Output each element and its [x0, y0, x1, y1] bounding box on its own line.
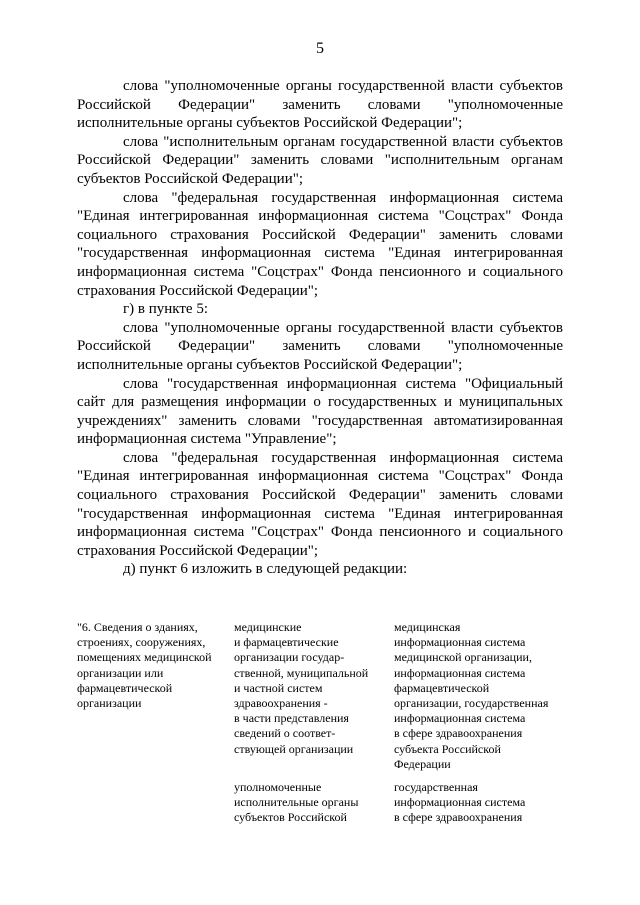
table-cell-row2-col2 [234, 780, 384, 826]
paragraph-3: слова "федеральная государственная информационная система "Единая интегрированная информационная система "Соцстрах" Фонда социального страхования Российской Федерации" заменить словами "государственная информационная система "Единая интегрированная информационная система "Соцстрах" Фонда пенсионного и социального страхования Российской Федерации"; [77, 189, 563, 299]
table-cell-row1-col1 [77, 620, 229, 711]
cell-line: и частной систем [234, 680, 323, 695]
cell-line: организации или [77, 665, 164, 680]
cell-line: информационная система [394, 635, 526, 650]
page-number: 5 [316, 40, 324, 57]
table-cell-row2-col3 [394, 780, 564, 826]
paragraph-6: слова "государственная информационная система "Официальный сайт для размещения информации о государственных и муниципальных учреждениях" заменить словами "государственная автоматизированная информационная система "Управление"; [77, 375, 563, 448]
cell-line: Федерации [394, 756, 451, 771]
cell-line: субъектов Российской [234, 810, 347, 825]
cell-line: строениях, сооружениях, [77, 635, 206, 650]
cell-line: медицинские [234, 620, 302, 634]
cell-line: организации [77, 696, 142, 711]
cell-line: субъекта Российской [394, 741, 501, 756]
cell-line: медицинской организации, [394, 650, 532, 665]
cell-line: фармацевтической [394, 680, 490, 695]
cell-line: в сфере здравоохранения [394, 810, 523, 825]
cell-line: ствующей организации [234, 741, 354, 756]
paragraph-4: г) в пункте 5: [123, 301, 209, 318]
cell-line: и фармацевтические [234, 635, 339, 650]
cell-line: здравоохранения - [234, 696, 328, 711]
cell-line: в части представления [234, 711, 349, 726]
paragraph-2: слова "исполнительным органам государственной власти субъектов Российской Федерации" заменить словами "исполнительным органам субъектов Российской Федерации"; [77, 133, 563, 187]
cell-line: государственная [394, 780, 478, 794]
cell-line: организации государ- [234, 650, 345, 665]
cell-line: ственной, муниципальной [234, 665, 369, 680]
paragraph-1: слова "уполномоченные органы государственной власти субъектов Российской Федерации" заменить словами "уполномоченные исполнительные органы субъектов Российской Федерации"; [77, 78, 563, 132]
table-cell-row1-col3 [394, 620, 564, 772]
cell-line: медицинская [394, 620, 461, 634]
cell-line: исполнительные органы [234, 795, 359, 810]
table-cell-row1-col2 [234, 620, 384, 757]
cell-line: помещениях медицинской [77, 650, 212, 665]
paragraph-8: д) пункт 6 изложить в следующей редакции: [123, 561, 408, 578]
cell-line: информационная система [394, 795, 526, 810]
cell-line: сведений о соответ- [234, 726, 336, 741]
cell-line: в сфере здравоохранения [394, 726, 523, 741]
cell-line: фармацевтической [77, 680, 173, 695]
cell-line: организации, государственная [394, 696, 549, 711]
cell-line: информационная система [394, 665, 526, 680]
cell-line: информационная система [394, 711, 526, 726]
paragraph-5: слова "уполномоченные органы государственной власти субъектов Российской Федерации" заменить словами "уполномоченные исполнительные органы субъектов Российской Федерации"; [77, 319, 563, 373]
paragraph-7: слова "федеральная государственная информационная система "Единая интегрированная информационная система "Соцстрах" Фонда социального страхования Российской Федерации" заменить словами "государственная информационная система "Единая интегрированная информационная система "Соцстрах" Фонда пенсионного и социального страхования Российской Федерации"; [77, 449, 563, 559]
document-body [77, 77, 563, 579]
cell-line: "6. Сведения о зданиях, [77, 620, 198, 634]
cell-line: уполномоченные [234, 780, 322, 794]
